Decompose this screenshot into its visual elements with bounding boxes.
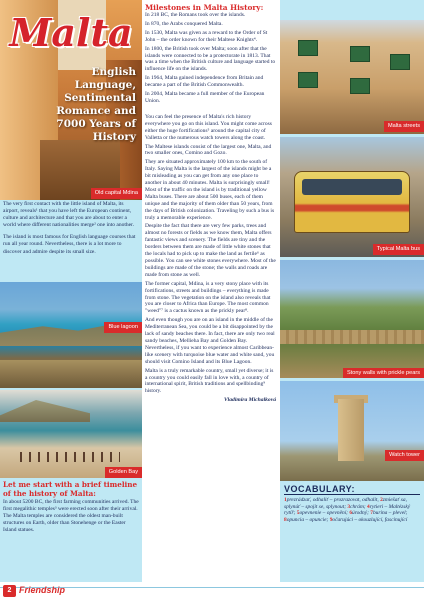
vocab-number: 8	[284, 516, 287, 523]
vocabulary-box	[280, 482, 424, 582]
vocab-number: 5	[296, 510, 300, 517]
vocab-number: 1	[284, 497, 287, 503]
photo-watch-tower	[280, 381, 424, 481]
photo-malta-bus	[280, 137, 424, 257]
body-paragraph: The former capital, Mdina, is a very stony place with its fortifications, streets and buildings – everything is made from stone. The vegetation on the island also reveals that you are closer to Africa than Europe. The most common "weed"⁷ is a cactus known as the prickly pear⁸.	[145, 280, 271, 315]
body-paragraph: They are situated approximately 100 km to the south of Italy. Saying Malta is the largest of the islands might be a bit misleading as you can get from any one place to another in about 40 minutes. Malta is surprisingly small! Most of the traffic on the island is by traditional yellow Malta buses. There are about 500 buses, each of them unique and the majority of them older than 50 years, from the days of British colonization. Traveling by such a bus is truly a memorable experience.	[145, 159, 275, 221]
left-column	[0, 0, 142, 600]
body-paragraph: Despite the fact that there are very few parks, trees and almost no forests or fields as we know them, Malta offers fantastic views and scenery. The fields are tiny and the borders between them are made of little white stones that the locals had to pick up to make the land as fertile⁶ as possible. You can see white stones everywhere. Most of the buildings are made of the stone; the walls and roads are made from stone as well.	[145, 223, 276, 278]
caption-walls: Stony walls with prickle pears	[343, 368, 424, 378]
intro-paragraph-2: The island is most famous for English language courses that run all year round. Nevertheless, there is a lot more to discover and admire despite its small size.	[3, 234, 136, 255]
history-text: In about 5200 BC, the first farming communities arrived. The first megalithic temples³ were erected soon after their arrival. The Malta temples are considered the oldest man-built structures on Earth, older than Stonehenge or the Easter Island statues.	[3, 499, 139, 534]
vocabulary-title: VOCABULARY:	[284, 484, 420, 495]
body-text	[145, 114, 276, 395]
caption-streets: Malta streets	[384, 121, 424, 132]
vocab-entry: úrodný;	[352, 510, 369, 517]
vocab-entry: rytieri – Maltézský rytíř;	[284, 503, 411, 517]
vocab-number: 4	[367, 503, 370, 510]
vocab-number: 3	[347, 503, 351, 510]
page-title: Malta	[9, 10, 133, 55]
author-name: Vladimíra Michalková	[223, 397, 276, 404]
milestone-item: In 870, the Arabs conquered Malta.	[145, 20, 223, 27]
intro-paragraph-1: The very first contact with the little island of Malta, its airport, reveals¹ that you have left the European continent, culture and architecture and that you are about to enter a world where different nationalities merge² one into another.	[3, 201, 134, 229]
milestone-item: In 1964, Malta gained independence from Britain and became a part of the British Commonwealth.	[145, 75, 264, 89]
intro-text	[3, 201, 140, 261]
history-heading: Let me start with a brief timeline of the history of Malta:	[3, 480, 138, 498]
vocab-number: 6	[349, 510, 353, 517]
vocab-number: 7	[370, 510, 373, 517]
milestones-list	[145, 12, 276, 105]
caption-mdina: Old capital Mdina	[91, 188, 142, 199]
brand-logo: Friendship	[19, 585, 66, 595]
milestone-item: In 2004, Malta became a full member of the European Union.	[145, 91, 265, 104]
vocab-entry: burina – plevel;	[372, 510, 408, 517]
milestone-item: In 1800, the British took over Malta; soon after that the islands were connected to be a protectorate in 1813. That was a time when the British culture and language started to influence life on the islands.	[145, 45, 276, 73]
milestones-heading: Milestones in Malta History:	[145, 3, 264, 12]
page-subtitle: English Language, Sentimental Romance and 7000 Years of History	[56, 66, 136, 143]
page-footer	[0, 582, 424, 600]
right-column	[280, 0, 424, 600]
middle-column	[145, 0, 276, 600]
photo-malta-streets	[280, 20, 424, 134]
vocab-entry: opuncia – opuncie;	[286, 516, 329, 523]
vocab-entry: očarujúci – okouzlující, fascinující	[332, 516, 408, 523]
vocab-entry: zmiešať sa, splynúť – spojit se, splynout;	[284, 497, 407, 510]
body-paragraph: The Maltese islands consist of the largest one, Malta, and two smaller ones, Comino and Gozo.	[145, 143, 272, 157]
photo-blue-lagoon	[0, 282, 142, 388]
hero-photo-mdina	[0, 0, 142, 200]
vocab-entry: prezrádzať, odhaliť – prozrazovat, odhalit,	[286, 497, 379, 503]
vocab-number: 2	[380, 497, 383, 503]
milestone-item: In 1530, Malta was given as a reward to the Order of St John – the order known for their Maltese Knights⁴.	[145, 29, 268, 43]
caption-lagoon: Blue lagoon	[104, 322, 142, 333]
vocab-number: 9	[329, 516, 333, 523]
vocab-entry: chrám;	[350, 503, 366, 510]
photo-stony-walls	[280, 260, 424, 378]
caption-bay: Golden Bay	[105, 467, 142, 478]
vocabulary-entries	[284, 497, 420, 523]
body-paragraph: Malta is a truly remarkable country, small yet diverse; it is a country you could easily fall in love with, a country of international spirit, British traditions and spellbinding⁹ history.	[145, 367, 274, 395]
caption-tower: Watch tower	[385, 450, 424, 461]
caption-bus: Typical Malta bus	[373, 244, 424, 255]
body-paragraph: And even though you are on an island in the middle of the Mediterranean Sea, you could be a bit disappointed by the lack of sandy beaches there. In fact, there are only two real sandy beaches, Mellieha Bay and Golden Bay. Nevertheless, if you want to experience almost Caribbean-like scenery with turquoise blue water and white sand, you should visit Comino Island and its Blue Lagoon.	[145, 317, 275, 365]
vocab-entry: opevnenie – opevnění;	[299, 510, 348, 517]
body-paragraph: You can feel the presence of Malta's rich history everywhere you go on this island. You might come across either the huge fortifications⁵ around the capital city of Valletta or the numerous watch towers along the coast.	[145, 113, 272, 141]
photo-golden-bay	[0, 390, 142, 478]
page-number: 2	[3, 585, 16, 597]
milestone-item: In 218 BC, the Romans took over the islands.	[145, 12, 246, 18]
